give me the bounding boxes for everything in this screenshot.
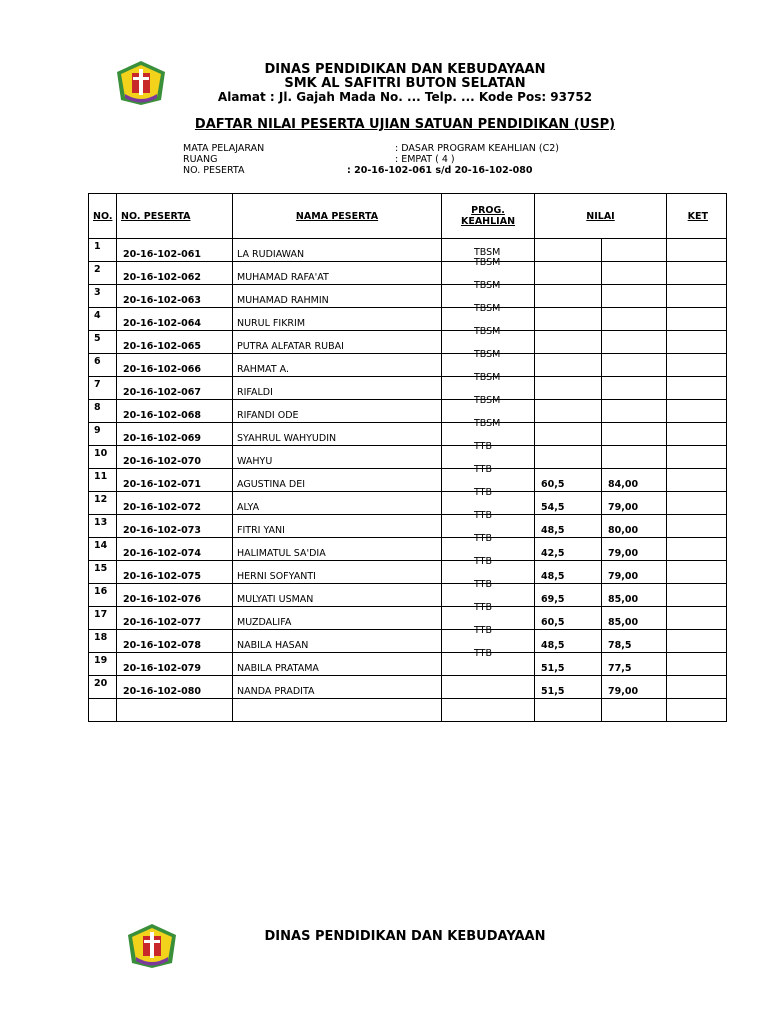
cell-nilai-2	[602, 515, 667, 538]
participant-name: PUTRA ALFATAR RUBAI	[237, 341, 344, 352]
cell-ket	[667, 377, 727, 400]
cell-nilai-1	[535, 308, 602, 331]
cell-no	[89, 377, 117, 400]
participant-range-value: : 20-16-102-061 s/d 20-16-102-080	[347, 165, 533, 176]
row-number: 8	[94, 402, 101, 413]
cell-no	[89, 607, 117, 630]
cell-no-peserta	[117, 308, 233, 331]
cell-nama	[233, 308, 442, 331]
cell-no	[89, 699, 117, 722]
cell-nama	[233, 492, 442, 515]
cell-nilai-1	[535, 262, 602, 285]
cell-ket	[667, 607, 727, 630]
cell-no-peserta	[117, 584, 233, 607]
grades-table	[88, 193, 727, 722]
table-row	[89, 377, 727, 400]
cell-nilai-2	[602, 699, 667, 722]
cell-nama	[233, 630, 442, 653]
participant-name: NABILA HASAN	[237, 640, 309, 651]
cell-nama	[233, 331, 442, 354]
score-2: 79,00	[608, 548, 639, 559]
cell-ket	[667, 331, 727, 354]
participant-name: HERNI SOFYANTI	[237, 571, 316, 582]
program-code: TTB	[474, 602, 492, 613]
row-number: 3	[94, 287, 101, 298]
cell-nilai-2	[602, 653, 667, 676]
cell-nilai-2	[602, 400, 667, 423]
cell-nilai-2	[602, 423, 667, 446]
participant-number: 20-16-102-061	[123, 249, 201, 260]
cell-no-peserta	[117, 469, 233, 492]
table-row	[89, 469, 727, 492]
row-number: 19	[94, 655, 108, 666]
program-code: TBSM	[474, 372, 501, 383]
table-row	[89, 308, 727, 331]
cell-no-peserta	[117, 239, 233, 262]
col-header-prog-keahlian	[442, 194, 535, 239]
cell-prog	[442, 648, 535, 676]
participant-number: 20-16-102-079	[123, 663, 201, 674]
cell-no-peserta	[117, 676, 233, 699]
cell-ket	[667, 676, 727, 699]
program-code: TTB	[474, 533, 492, 544]
program-code: TTB	[474, 487, 492, 498]
cell-no-peserta	[117, 423, 233, 446]
program-code: TTB	[474, 625, 492, 636]
cell-ket	[667, 308, 727, 331]
program-code: TBSM	[474, 303, 501, 314]
participant-name: MUZDALIFA	[237, 617, 292, 628]
cell-ket	[667, 285, 727, 308]
participant-name: RIFANDI ODE	[237, 410, 299, 421]
cell-nilai-2	[602, 308, 667, 331]
cell-no	[89, 285, 117, 308]
cell-no	[89, 239, 117, 262]
participant-name: SYAHRUL WAHYUDIN	[237, 433, 337, 444]
cell-nilai-2	[602, 285, 667, 308]
cell-ket	[667, 584, 727, 607]
table-row	[89, 561, 727, 584]
score-2: 79,00	[608, 502, 639, 513]
cell-ket	[667, 653, 727, 676]
cell-ket	[667, 354, 727, 377]
participant-number: 20-16-102-072	[123, 502, 201, 513]
cell-nilai-2	[602, 239, 667, 262]
cell-nama	[233, 676, 442, 699]
score-1: 48,5	[541, 640, 565, 651]
table-row	[89, 538, 727, 561]
cell-nama	[233, 285, 442, 308]
cell-nama	[233, 262, 442, 285]
col-header-prog-line2: KEAHLIAN	[460, 216, 516, 227]
table-row	[89, 354, 727, 377]
score-1: 60,5	[541, 617, 565, 628]
col-header-prog-line1: PROG.	[471, 205, 505, 216]
cell-prog	[442, 676, 535, 699]
cell-ket	[667, 561, 727, 584]
table-row	[89, 492, 727, 515]
room-value: : EMPAT ( 4 )	[395, 154, 455, 165]
program-code: TBSM	[474, 247, 501, 258]
participant-number: 20-16-102-074	[123, 548, 201, 559]
row-number: 2	[94, 264, 101, 275]
cell-no-peserta	[117, 400, 233, 423]
cell-no-peserta	[117, 285, 233, 308]
cell-no-peserta	[117, 699, 233, 722]
cell-nilai-1	[535, 561, 602, 584]
table-row	[89, 239, 727, 262]
cell-ket	[667, 446, 727, 469]
table-row	[89, 607, 727, 630]
table-row	[89, 285, 727, 308]
participant-number: 20-16-102-067	[123, 387, 201, 398]
cell-ket	[667, 538, 727, 561]
row-number: 1	[94, 241, 101, 252]
row-number: 12	[94, 494, 108, 505]
cell-nilai-2	[602, 561, 667, 584]
cell-ket	[667, 400, 727, 423]
table-row	[89, 699, 727, 722]
row-number: 16	[94, 586, 108, 597]
participant-name: AGUSTINA DEI	[237, 479, 306, 490]
col-header-no: NO.	[89, 194, 117, 239]
participant-name: MULYATI USMAN	[237, 594, 314, 605]
program-code: TTB	[474, 579, 492, 590]
cell-no-peserta	[117, 377, 233, 400]
cell-ket	[667, 469, 727, 492]
cell-ket	[667, 423, 727, 446]
cell-nilai-1	[535, 676, 602, 699]
score-1: 60,5	[541, 479, 565, 490]
cell-no-peserta	[117, 492, 233, 515]
row-number: 10	[94, 448, 108, 459]
score-1: 51,5	[541, 686, 565, 697]
cell-nilai-1	[535, 699, 602, 722]
cell-nama	[233, 400, 442, 423]
cell-nilai-1	[535, 285, 602, 308]
table-row	[89, 400, 727, 423]
cell-nama	[233, 446, 442, 469]
cell-nama	[233, 377, 442, 400]
cell-nama	[233, 538, 442, 561]
participant-number: 20-16-102-064	[123, 318, 201, 329]
cell-nama	[233, 561, 442, 584]
cell-nilai-1	[535, 492, 602, 515]
participant-number: 20-16-102-062	[123, 272, 201, 283]
program-code: TTB	[474, 441, 492, 452]
cell-no	[89, 676, 117, 699]
row-number: 9	[94, 425, 101, 436]
cell-nama	[233, 239, 442, 262]
cell-nama	[233, 354, 442, 377]
cell-nilai-1	[535, 239, 602, 262]
cell-no-peserta	[117, 561, 233, 584]
row-number: 4	[94, 310, 101, 321]
cell-nilai-1	[535, 446, 602, 469]
cell-no	[89, 354, 117, 377]
cell-no	[89, 538, 117, 561]
cell-no-peserta	[117, 653, 233, 676]
agency-name: DINAS PENDIDIKAN DAN KEBUDAYAAN	[264, 62, 546, 77]
cell-no	[89, 584, 117, 607]
participant-name: ALYA	[237, 502, 260, 513]
participant-number: 20-16-102-070	[123, 456, 201, 467]
cell-no-peserta	[117, 262, 233, 285]
cell-ket	[667, 630, 727, 653]
cell-nilai-1	[535, 377, 602, 400]
cell-nilai-1	[535, 400, 602, 423]
cell-nilai-2	[602, 446, 667, 469]
cell-nilai-1	[535, 354, 602, 377]
cell-nilai-1	[535, 584, 602, 607]
row-number: 20	[94, 678, 108, 689]
table-header-row	[89, 194, 727, 239]
cell-nama	[233, 699, 442, 722]
program-code: TBSM	[474, 349, 501, 360]
cell-nama	[233, 423, 442, 446]
table-row	[89, 515, 727, 538]
cell-nama	[233, 515, 442, 538]
subject-label: MATA PELAJARAN	[183, 143, 265, 154]
program-code: TTB	[474, 648, 492, 659]
subject-value: : DASAR PROGRAM KEAHLIAN (C2)	[395, 143, 559, 154]
footer-agency-name: DINAS PENDIDIKAN DAN KEBUDAYAAN	[264, 929, 546, 944]
cell-nilai-1	[535, 469, 602, 492]
participant-name: LA RUDIAWAN	[237, 249, 305, 260]
score-1: 48,5	[541, 571, 565, 582]
table-row	[89, 676, 727, 699]
cell-no-peserta	[117, 538, 233, 561]
cell-nilai-1	[535, 653, 602, 676]
cell-no	[89, 469, 117, 492]
school-name: SMK AL SAFITRI BUTON SELATAN	[284, 76, 526, 91]
cell-no-peserta	[117, 331, 233, 354]
row-number: 14	[94, 540, 108, 551]
room-label: RUANG	[183, 154, 218, 165]
cell-ket	[667, 492, 727, 515]
program-code: TBSM	[474, 395, 501, 406]
cell-nilai-1	[535, 630, 602, 653]
cell-no	[89, 515, 117, 538]
cell-ket	[667, 515, 727, 538]
program-code: TBSM	[474, 418, 501, 429]
participant-name: NANDA PRADITA	[237, 686, 315, 697]
program-code: TBSM	[474, 280, 501, 291]
cell-no	[89, 446, 117, 469]
program-code: TTB	[474, 464, 492, 475]
row-number: 11	[94, 471, 108, 482]
score-2: 77,5	[608, 663, 632, 674]
cell-nilai-2	[602, 469, 667, 492]
cell-no	[89, 400, 117, 423]
table-row	[89, 262, 727, 285]
participant-number: 20-16-102-077	[123, 617, 201, 628]
score-2: 80,00	[608, 525, 639, 536]
row-number: 5	[94, 333, 101, 344]
col-header-ket: KET	[667, 194, 727, 239]
cell-nilai-2	[602, 331, 667, 354]
participant-number: 20-16-102-080	[123, 686, 201, 697]
participant-name: FITRI YANI	[237, 525, 285, 536]
participant-number: 20-16-102-075	[123, 571, 201, 582]
cell-nilai-2	[602, 584, 667, 607]
col-header-nama: NAMA PESERTA	[233, 194, 442, 239]
row-number: 13	[94, 517, 108, 528]
cell-no	[89, 262, 117, 285]
participant-number: 20-16-102-076	[123, 594, 201, 605]
participant-name: NURUL FIKRIM	[237, 318, 306, 329]
participant-name: MUHAMAD RAFA'AT	[237, 272, 329, 283]
col-header-no-peserta: NO. PESERTA	[117, 194, 233, 239]
cell-no-peserta	[117, 446, 233, 469]
cell-no	[89, 331, 117, 354]
program-code: TTB	[474, 510, 492, 521]
cell-nilai-2	[602, 676, 667, 699]
participant-name: RIFALDI	[237, 387, 273, 398]
score-1: 51,5	[541, 663, 565, 674]
row-number: 6	[94, 356, 101, 367]
participant-name: MUHAMAD RAHMIN	[237, 295, 329, 306]
cell-nilai-1	[535, 538, 602, 561]
table-row	[89, 584, 727, 607]
cell-no	[89, 653, 117, 676]
table-row	[89, 630, 727, 653]
cell-nama	[233, 584, 442, 607]
score-2: 85,00	[608, 617, 639, 628]
cell-nama	[233, 653, 442, 676]
row-number: 17	[94, 609, 108, 620]
cell-nilai-1	[535, 423, 602, 446]
cell-no	[89, 308, 117, 331]
score-2: 84,00	[608, 479, 639, 490]
participant-number: 20-16-102-066	[123, 364, 201, 375]
cell-nama	[233, 607, 442, 630]
program-code: TBSM	[474, 257, 501, 268]
cell-nilai-1	[535, 515, 602, 538]
table-row	[89, 446, 727, 469]
score-1: 54,5	[541, 502, 565, 513]
score-1: 69,5	[541, 594, 565, 605]
row-number: 15	[94, 563, 108, 574]
participant-number: 20-16-102-071	[123, 479, 201, 490]
cell-ket	[667, 262, 727, 285]
score-1: 42,5	[541, 548, 565, 559]
participant-range-label: NO. PESERTA	[183, 165, 245, 176]
document-title: DAFTAR NILAI PESERTA UJIAN SATUAN PENDIDIKAN (USP)	[194, 117, 616, 132]
cell-no-peserta	[117, 515, 233, 538]
col-header-nilai: NILAI	[535, 194, 667, 239]
cell-prog	[442, 699, 535, 722]
cell-no-peserta	[117, 630, 233, 653]
table-row	[89, 653, 727, 676]
cell-nilai-2	[602, 630, 667, 653]
school-address: Alamat : Jl. Gajah Mada No. ... Telp. ... Kode Pos: 93752	[217, 90, 593, 104]
cell-no-peserta	[117, 607, 233, 630]
participant-name: HALIMATUL SA'DIA	[237, 548, 326, 559]
score-2: 78,5	[608, 640, 632, 651]
cell-ket	[667, 699, 727, 722]
cell-nama	[233, 469, 442, 492]
participant-name: RAHMAT A.	[237, 364, 289, 375]
program-code: TBSM	[474, 326, 501, 337]
participant-name: NABILA PRATAMA	[237, 663, 319, 674]
cell-nilai-1	[535, 607, 602, 630]
row-number: 18	[94, 632, 108, 643]
participant-name: WAHYU	[237, 456, 273, 467]
program-code: TTB	[474, 556, 492, 567]
participant-number: 20-16-102-065	[123, 341, 201, 352]
cell-no	[89, 630, 117, 653]
cell-nilai-2	[602, 538, 667, 561]
score-2: 79,00	[608, 571, 639, 582]
score-2: 79,00	[608, 686, 639, 697]
cell-ket	[667, 239, 727, 262]
row-number: 7	[94, 379, 101, 390]
cell-nilai-2	[602, 354, 667, 377]
table-row	[89, 331, 727, 354]
score-2: 85,00	[608, 594, 639, 605]
cell-nilai-2	[602, 262, 667, 285]
participant-number: 20-16-102-073	[123, 525, 201, 536]
cell-no	[89, 423, 117, 446]
cell-nilai-2	[602, 377, 667, 400]
table-row	[89, 423, 727, 446]
participant-number: 20-16-102-063	[123, 295, 201, 306]
score-1: 48,5	[541, 525, 565, 536]
cell-no	[89, 561, 117, 584]
participant-number: 20-16-102-069	[123, 433, 201, 444]
cell-no	[89, 492, 117, 515]
cell-nilai-2	[602, 492, 667, 515]
cell-no-peserta	[117, 354, 233, 377]
participant-number: 20-16-102-068	[123, 410, 201, 421]
cell-nilai-2	[602, 607, 667, 630]
participant-number: 20-16-102-078	[123, 640, 201, 651]
cell-nilai-1	[535, 331, 602, 354]
